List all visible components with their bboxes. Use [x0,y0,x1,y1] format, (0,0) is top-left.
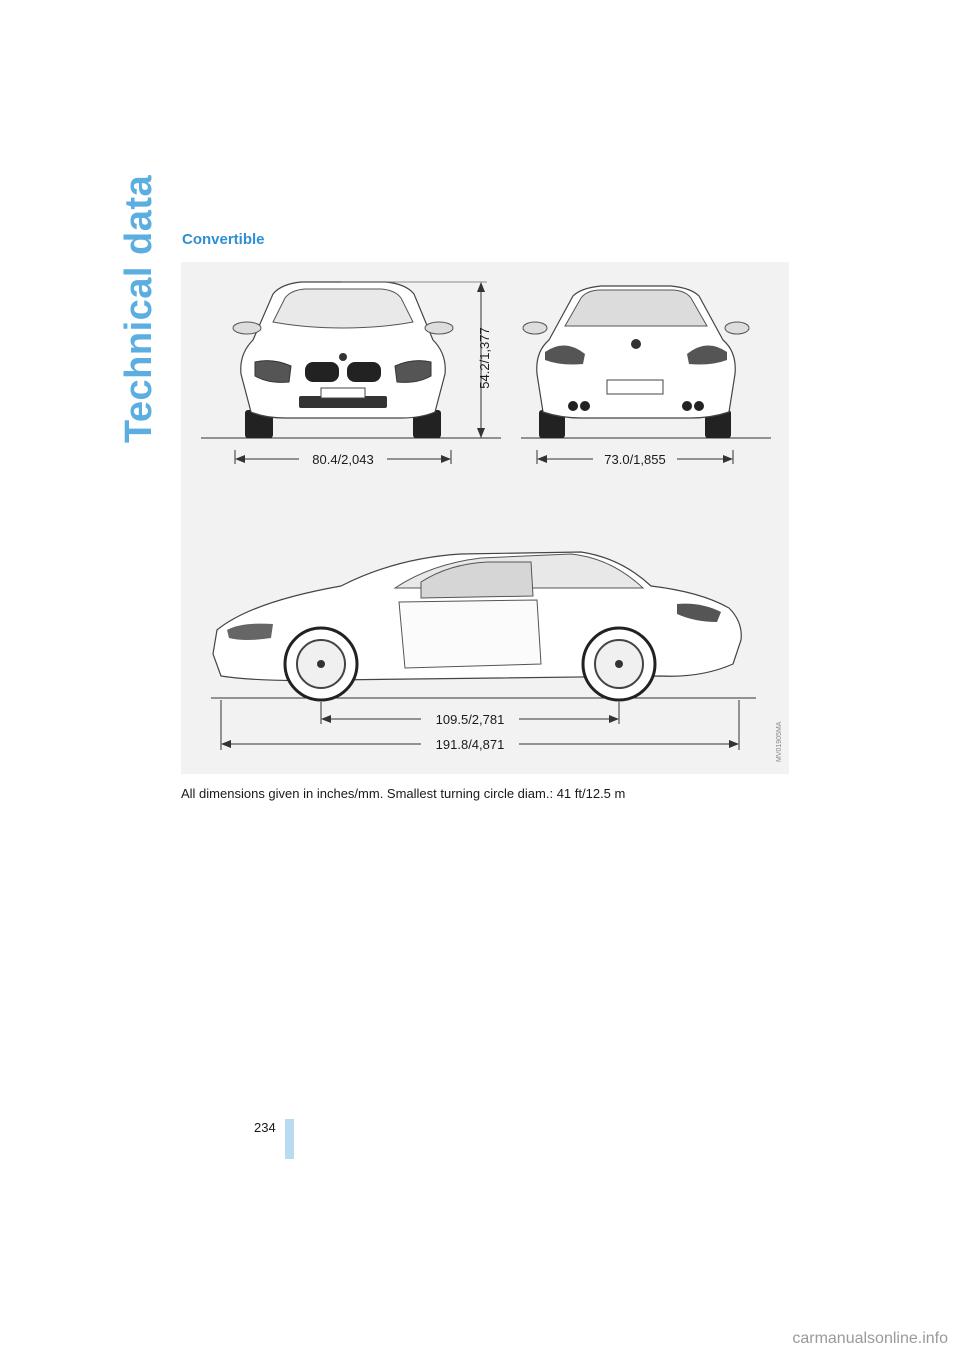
watermark: carmanualsonline.info [792,1330,948,1347]
page-number: 234 [254,1120,276,1135]
page-marker-bar [285,1119,294,1159]
front-width-label: 80.4/2,043 [312,452,374,467]
wheelbase-label: 109.5/2,781 [435,712,505,727]
overall-length-label: 191.8/4,871 [435,737,505,752]
image-code: MV01905MA [776,721,783,762]
sidebar-title-text: Technical data [118,174,160,443]
dimension-drawing [181,262,789,774]
section-heading: Convertible [182,231,265,248]
figure-caption: All dimensions given in inches/mm. Smallest turning circle diam.: 41 ft/12.5 m [181,786,626,801]
rear-view-car [523,286,749,438]
height-dimension-label: 54.2/1,377 [477,327,492,389]
section-sidebar-title [112,174,160,448]
vehicle-dimensions-figure [181,262,789,774]
rear-track-label: 73.0/1,855 [604,452,666,467]
front-view-car [233,282,453,438]
side-view-car [213,552,741,700]
